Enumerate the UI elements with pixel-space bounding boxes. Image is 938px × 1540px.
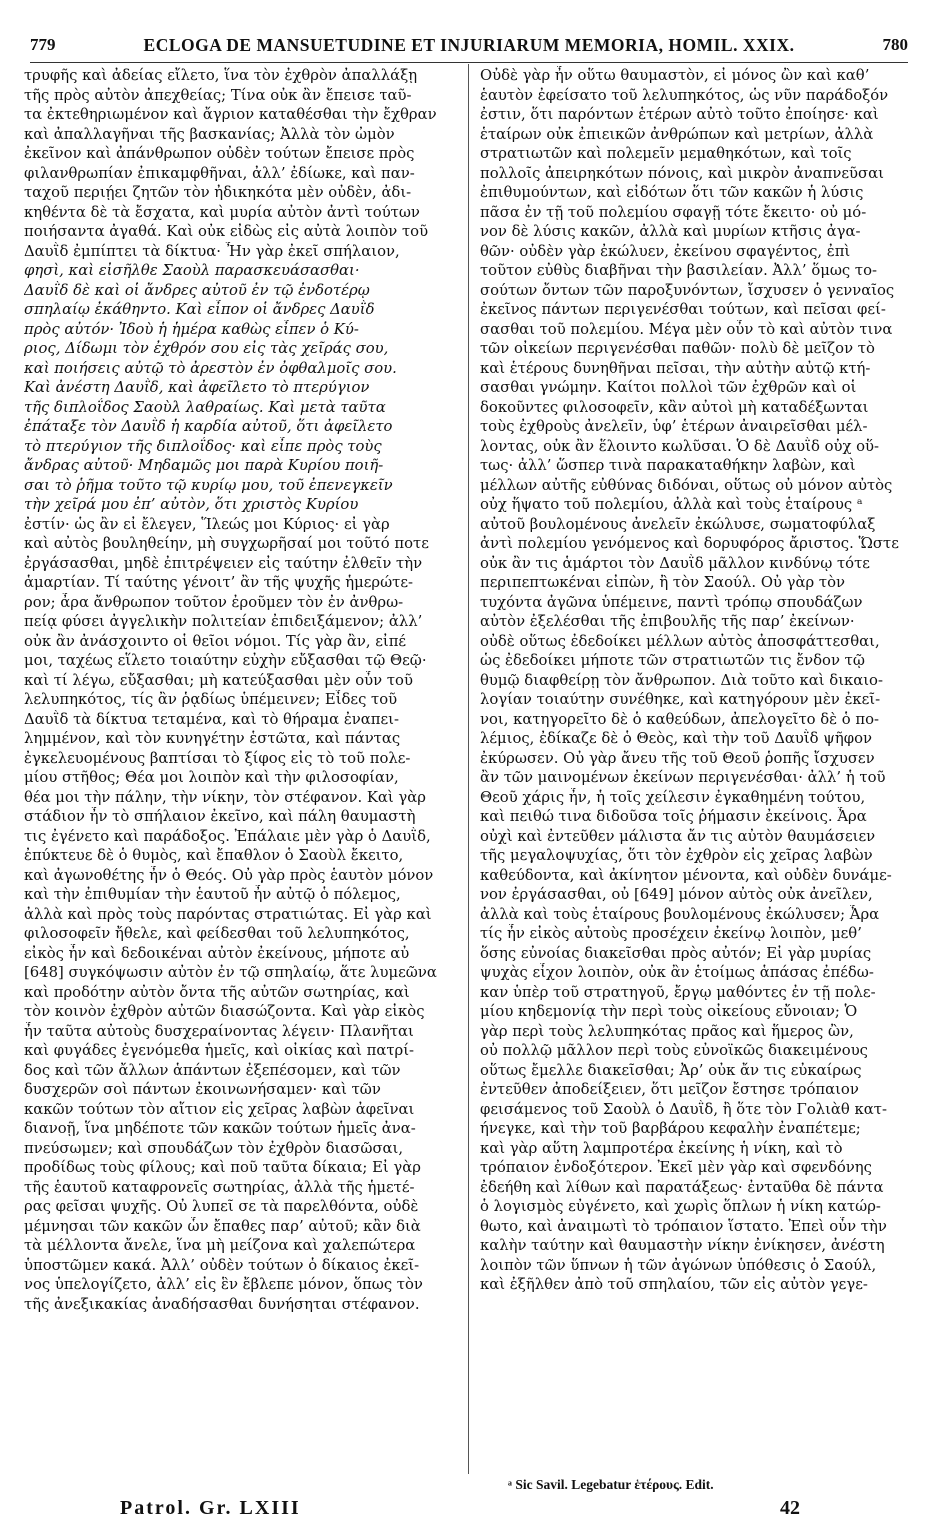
text-line: πολλοῖς ἀπειρηκότων πόνοις, καὶ μικρὸν ἀναπνεῦσαι xyxy=(480,164,884,182)
text-line: διανοῇ, ἵνα μηδέποτε τῶν κακῶν τούτων ἡμεῖς ἀνα- xyxy=(24,1120,416,1137)
text-line: καὶ τὴν ἐπιθυμίαν τὴν ἑαυτοῦ ἦν αὐτῷ ὁ πόλεμος, xyxy=(24,886,401,903)
text-line: Δαυῒδ δὲ καὶ οἱ ἄνδρες αὐτοῦ ἐν τῷ ἐνδοτέρῳ xyxy=(24,281,370,299)
text-line: τὴν χεῖρά μου ἐπ’ αὐτὸν, ὅτι χριστὸς Κυρίου xyxy=(24,496,359,513)
text-line: αὐτὸν ἐξελέσθαι τῆς ἐπιβουλῆς τῆς παρ’ ἐκείνων· xyxy=(480,613,855,630)
text-line: ἐδεήθη καὶ λίθων καὶ παρατάξεως· ἐνταῦθα δὲ πάντα xyxy=(480,1178,884,1196)
text-line: Δαυῒδ τὰ δίκτυα τεταμένα, καὶ τὸ θήραμα ἐναπει- xyxy=(24,710,399,728)
text-line: καὶ ἐξῆλθεν ἀπὸ τοῦ σπηλαίου, τῶν εἰς αὐτὸν γεγε- xyxy=(480,1276,868,1293)
text-line: τίς ἦν εἰκὸς αὐτοὺς προσέχειν ἐκείνῳ λοιπὸν, μεθ’ xyxy=(480,925,862,942)
text-line: στάδιον ἦν τὸ σπήλαιον ἐκεῖνο, καὶ πάλη θαυμαστὴ xyxy=(24,808,416,825)
text-line: τοὺς ἐχθροὺς ἀνελεῖν, ὑφ’ ἑτέρων ἀναιρεῖσθαι μέλ- xyxy=(480,418,868,435)
text-line: ψυχὰς εἶχον λοιπὸν, οὐκ ἂν ἑτοίμως ἁπάσας ἐπέδω- xyxy=(480,964,874,981)
text-line: τὸ πτερύγιον τῆς διπλοΐδος· καὶ εἶπε πρὸς τοὺς xyxy=(24,437,382,455)
header-rule xyxy=(30,62,908,63)
text-line: ἐστιν, ὅτι παρόντων ἑτέρων αὐτὸ τοῦτο ἐποίησε· καὶ xyxy=(480,106,879,123)
right-page-number: 780 xyxy=(882,35,908,54)
text-line: λέμιος, ἐδίκαζε δὲ ὁ Θεὸς, καὶ τὴν τοῦ Δαυῒδ ψῆφον xyxy=(480,730,873,747)
text-line: πείᾳ φύσει ἀγγελικὴν πολιτείαν ἐπιδειξάμενον; ἀλλ’ xyxy=(24,613,423,630)
text-line: καὶ ἀπαλλαγῆναι τῆς βασκανίας; Ἀλλὰ τὸν ὠμὸν xyxy=(24,125,395,143)
text-line: ἐστίν· ὡς ἂν εἰ ἔλεγεν, Ἵλεώς μοι Κύριος· εἰ γὰρ xyxy=(24,515,390,533)
text-line: ρας φεῖσαι ψυχῆς. Οὐ λυπεῖ σε τὰ παρελθόντα, οὐδὲ xyxy=(24,1198,419,1215)
text-line: σασθαι γνώμην. Καίτοι πολλοὶ τῶν ἐχθρῶν καὶ οἱ xyxy=(480,379,857,396)
text-line: ἀλλὰ καὶ τοὺς ἑταίρους βουλομένους ἐκώλυσεν; Ἆρα xyxy=(480,905,880,923)
text-line: λημμένον, καὶ τὸν κυνηγέτην ἑστῶτα, καὶ πάντας xyxy=(24,730,401,747)
text-line: ἑταίρων οὐκ ἐπιεικῶν ἀνθρώπων καὶ μετρίων, ἀλλὰ xyxy=(480,125,874,143)
text-line: οὐκ ἂν ἀνάσχοιντο οἱ θεῖοι νόμοι. Τίς γὰρ ἂν, εἰπέ xyxy=(24,632,407,650)
text-line: σούτων ὄντων τῶν παροξυνόντων, ἴσχυσεν ὁ γενναῖος xyxy=(480,281,895,299)
text-line: φιλοσοφεῖν ἤθελε, καὶ φείδεσθαι τοῦ λελυπηκότος, xyxy=(24,925,410,942)
text-line: τὰ μέλλοντα ἄνελε, ἵνα μὴ μείζονα καὶ χαλεπώτερα xyxy=(24,1237,416,1254)
text-line: ἐγκελευομένους βαπτίσαι τὸ ξίφος εἰς τὸ τοῦ πολε- xyxy=(24,749,411,767)
text-line: ἀλλὰ καὶ πρὸς τοὺς παρόντας στρατιώτας. Εἰ γὰρ καὶ xyxy=(24,905,432,923)
text-line: πᾶσα ἐν τῇ τοῦ πολεμίου σφαγῇ τότε ἔκειτο· οὐ μό- xyxy=(480,203,867,221)
text-line: Θεοῦ χάρις ἦν, ἡ τοῖς χείλεσιν ἐγκαθημένη τούτου, xyxy=(480,788,866,806)
text-line: λογίαν τοιαύτην συνέθηκε, καὶ κατηγόρουν μὲν ἐκεῖ- xyxy=(480,691,881,708)
text-line: θωτο, καὶ ἀναιμωτὶ τὸ τρόπαιον ἵστατο. Ἐπεὶ οὖν τὴν xyxy=(480,1217,887,1235)
text-line: τα ἐκτεθηριωμένον καὶ ἄγριον καταθέσθαι τὴν ἔχθραν xyxy=(24,106,437,123)
text-line: φιλανθρωπίαν ἐπικαμφθῆναι, ἀλλ’ ἐδίωκε, καὶ παν- xyxy=(24,164,415,182)
text-line: Οὐδὲ γὰρ ἦν οὕτω θαυμαστὸν, εἰ μόνος ὢν καὶ καθ’ xyxy=(480,67,870,84)
text-line: Καὶ ἀνέστη Δαυῒδ, καὶ ἀφεῖλετο τὸ πτερύγιον xyxy=(24,379,370,396)
text-line: καλὴν ταύτην καὶ θαυμαστὴν νίκην ἐνίκησεν, ἀνέστη xyxy=(480,1237,885,1254)
running-title: ECLOGA DE MANSUETUDINE ET INJURIARUM MEMORIA, HOMIL. XXIX. xyxy=(143,34,795,55)
text-line: καὶ αὐτὸς βουληθείην, μὴ συγχωρῆσαί μοι τοῦτό ποτε xyxy=(24,535,429,552)
text-line: καὶ γὰρ αὕτη λαμπροτέρα ἐκείνης ἡ νίκη, καὶ τὸ xyxy=(480,1139,843,1157)
text-line: ἐργάσασθαι, μηδὲ ἐπιτρέψειεν εἰς ταύτην ἐλθεῖν τὴν xyxy=(24,554,423,572)
text-line: τρόπαιον ἐνδοξότερον. Ἐκεῖ μὲν γὰρ καὶ σφενδόνης xyxy=(480,1159,872,1176)
text-line: δος καὶ τῶν ἄλλων ἁπάντων ἐξεπέσομεν, καὶ τῶν xyxy=(24,1061,401,1079)
text-line: θυμῷ διαφθείρῃ τὸν ἄνθρωπον. Διὰ τοῦτο καὶ δικαιο- xyxy=(480,671,883,689)
text-line: ἐπύκτευε δὲ ὁ θυμὸς, καὶ ἔπαθλον ὁ Σαοὺλ ἔκειτο, xyxy=(24,847,404,864)
text-line: φεισάμενος τοῦ Σαοὺλ ὁ Δαυῒδ, ἢ ὅτε τὸν Γολιὰθ κατ- xyxy=(480,1100,887,1118)
text-line: τῆς διπλοΐδος Σαοὺλ λαθραίως. Καὶ μετὰ ταῦτα xyxy=(24,398,386,416)
text-line: οὐχ ἥψατο τοῦ πολεμίου, ἀλλὰ καὶ τοὺς ἑταίρους ᵃ xyxy=(480,496,863,513)
text-line: ἦν ταῦτα αὐτοὺς δυσχεραίνοντας λέγειν· Πλανῆται xyxy=(24,1022,414,1040)
text-line: καθεύδοντα, καὶ ἀκίνητον μένοντα, καὶ οὐδὲν δυνάμε- xyxy=(480,866,892,884)
text-line: οὐδὲ οὕτως ἐδεδοίκει μέλλων αὐτὸς ἀποσφάττεσθαι, xyxy=(480,632,880,650)
text-line: δοκοῦντες φιλοσοφεῖν, κἂν αὐτοὶ μὴ καταδέξωνται xyxy=(480,398,869,416)
text-line: πνεύσωμεν; καὶ σπουδάζων τὸν ἐχθρὸν διασῶσαι, xyxy=(24,1139,404,1157)
text-line: ὅσης εὐνοίας διακεῖσθαι πρὸς αὐτόν; Εἰ γὰρ μυρίας xyxy=(480,944,872,962)
text-line: καὶ τί λέγω, εὔξασθαι; μὴ κατεύξασθαι μὲν οὖν τοῦ xyxy=(24,671,413,689)
text-line: τῆς πρὸς αὐτὸν ἀπεχθείας; Τίνα οὐκ ἂν ἔπεισε ταῦ- xyxy=(24,86,412,104)
text-line: ὡς ἐδεδοίκει μήποτε τῶν στρατιωτῶν τις ἔνδον τῷ xyxy=(480,652,865,669)
text-line: φησὶ, καὶ εἰσῆλθε Σαοὺλ παρασκευάσασθαι· xyxy=(24,262,360,279)
text-line: οὕτως ἔμελλε διακεῖσθαι; Ἀρ’ οὐκ ἄν τις εὐκαίρως xyxy=(480,1061,862,1079)
text-line: νοι, κατηγορεῖτο δὲ ὁ καθεύδων, ἀπελογεῖτο δὲ ὁ πο- xyxy=(480,710,880,728)
text-line: τοῦτον εὐθὺς διαβῆναι τὴν βασιλείαν. Ἀλλ’ ὅμως το- xyxy=(480,262,878,279)
text-line: οὐκ ἂν τις ἁμάρτοι τὸν Δαυῒδ μᾶλλον κινδύνῳ τότε xyxy=(480,554,870,572)
text-line: ήνεγκε, καὶ τὴν τοῦ βαρβάρου κεφαλὴν ἐναπέτεμε; xyxy=(480,1120,861,1137)
text-line: αὐτοῦ βουλομένους ἀνελεῖν ἐκώλυσε, σωματοφύλαξ xyxy=(480,515,876,533)
text-line: Δαυῒδ ἐμπίπτει τὰ δίκτυα· Ἦν γὰρ ἐκεῖ σπήλαιον, xyxy=(24,242,400,260)
text-line: σπηλαίῳ ἐκάθηντο. Καὶ εἶπον οἱ ἄνδρες Δαυῒδ xyxy=(24,301,375,318)
text-line: κακῶν τούτων τὸν αἴτιον εἰς χεῖρας λαβὼν ἀφεῖναι xyxy=(24,1100,415,1118)
text-line: θῶν· οὐδὲν γὰρ ἐκώλυεν, ἐκείνου σφαγέντος, ἐπὶ xyxy=(480,242,851,260)
left-page-number: 779 xyxy=(30,35,56,54)
text-line: ριος, Δίδωμι τὸν ἐχθρόν σου εἰς τὰς χεῖράς σου, xyxy=(24,340,389,357)
text-line: ἀντὶ πολεμίου γενόμενος καὶ δορυφόρος ἄριστος. Ὥστε xyxy=(480,535,899,552)
text-line: ἐντεῦθεν ἀποδείξειεν, ὅτι μεῖζον ἔστησε τρόπαιον xyxy=(480,1081,859,1098)
text-line: νον ἐργάσασθαι, οὐ [649] μόνον αὐτὸς οὐκ ἀνεῖλεν, xyxy=(480,886,873,903)
text-line: τῆς μεγαλοψυχίας, ὅτι τὸν ἐχθρὸν εἰς χεῖρας λαβὼν xyxy=(480,847,873,864)
text-line: λοντας, οὐκ ἂν ἕλοιντο κωλῦσαι. Ὁ δὲ Δαυῒδ οὐχ οὕ- xyxy=(480,437,880,455)
text-line: κηθέντα δὲ τὰ ἔσχατα, καὶ μυρία αὐτὸν ἀντὶ τούτων xyxy=(24,203,420,221)
text-line: ταχοῦ περιῄει ζητῶν τὸν ἠδικηκότα μὲν οὐδὲν, ἀδι- xyxy=(24,184,412,201)
footnote: ᵃ Sic Savil. Legebatur ἑτέρους. Edit. xyxy=(508,1477,714,1492)
text-line: περιπεπτωκέναι εἰπὼν, ἢ τὸν Σαούλ. Οὐ γὰρ τὸν xyxy=(480,574,845,591)
text-line: νος ὑπελογίζετο, ἀλλ’ εἰς ἓν ἔβλεπε μόνον, ὅπως τὸν xyxy=(24,1276,423,1293)
text-line: μοι, ταχέως εἵλετο τοιαύτην εὐχὴν εὔξασθαι τῷ Θεῷ· xyxy=(24,652,427,669)
text-line: πρὸς αὐτόν· Ἰδοὺ ἡ ἡμέρα καθὼς εἶπεν ὁ Κύ- xyxy=(24,320,359,338)
text-line: τυχόντα ἀγῶνα ὑπέμεινε, παντὶ τρόπῳ σπουδάζων xyxy=(480,593,863,611)
text-line: ἑαυτὸν ἐφείσατο τοῦ λελυπηκότος, ὡς νῦν παράδοξόν xyxy=(480,86,889,104)
signature-mark-right: 42 xyxy=(780,1497,800,1519)
text-line: ἐκεῖνον καὶ ἀπάνθρωπον οὐδὲν τούτων ἔπεισε πρὸς xyxy=(24,145,415,162)
text-line: γὰρ περὶ τοὺς λελυπηκότας πρᾶος καὶ ἥμερος ὢν, xyxy=(480,1022,854,1040)
text-line: καὶ ἀγωνοθέτης ἦν ὁ Θεός. Οὐ γὰρ πρὸς ἑαυτὸν μόνον xyxy=(24,866,434,884)
text-line: ἐκεῖνος πάντων περιγενέσθαι τούτων, καὶ πεῖσαι φεί- xyxy=(480,301,886,318)
text-line: τῆς ἑαυτοῦ καταφρονεῖς σωτηρίας, ἀλλὰ τῆς ἡμετέ- xyxy=(24,1178,415,1196)
text-line: τῆς ἀνεξικακίας ἀναδήσασθαι δυνήσηται στέφανον. xyxy=(24,1295,420,1313)
text-line: ρον; ἆρα ἄνθρωπον τοῦτον ἐροῦμεν τὸν ἐν ἀνθρω- xyxy=(24,593,404,611)
text-line: σασθαι τοῦ πολεμίου. Μέγα μὲν οὖν τὸ καὶ αὐτὸν τινα xyxy=(480,320,893,338)
text-line: καὶ πειθώ τινα διδοῦσα τοῖς ῥήμασιν ἐκείνοις. Ἆρα xyxy=(480,808,867,825)
column-divider xyxy=(468,64,469,1474)
text-line: τις ἐγένετο καὶ παράδοξος. Ἐπάλαιε μὲν γὰρ ὁ Δαυῒδ, xyxy=(24,827,431,845)
text-line: τως· ἀλλ’ ὥσπερ τινὰ παρακαταθήκην λαβὼν, καὶ xyxy=(480,457,856,474)
text-line: νον δὲ λύσις κακῶν, ἀλλὰ καὶ μυρίων κτῆσις ἀγα- xyxy=(480,223,861,240)
text-line: καὶ ποιήσεις αὐτῷ τὸ ἀρεστὸν ἐν ὀφθαλμοῖς σου. xyxy=(24,359,397,377)
text-line: ἂν τῶν μαινομένων ἐκείνων περιγενέσθαι· ἀλλ’ ἡ τοῦ xyxy=(480,769,886,786)
text-line: ἐπάταξε τὸν Δαυῒδ ἡ καρδία αὐτοῦ, ὅτι ἀφεῖλετο xyxy=(24,418,393,435)
text-line: ἄνδρας αὐτοῦ· Μηδαμῶς μοι παρὰ Κυρίου ποιῆ- xyxy=(24,457,384,474)
text-line: ὁ λογισμὸς εὐγένετο, καὶ χωρὶς ὅπλων ἡ νίκη κατώρ- xyxy=(480,1198,881,1215)
text-line: προδίδως τοὺς φίλους; καὶ ποῦ ταῦτα δίκαια; Εἰ γὰρ xyxy=(24,1159,421,1176)
text-line: σαι τὸ ῥῆμα τοῦτο τῷ κυρίῳ μου, τοῦ ἐπενεγκεῖν xyxy=(24,476,393,494)
text-line: εἰκὸς ἦν καὶ δεδοικέναι αὐτὸν ἐκείνους, μήποτε αὐ xyxy=(24,944,410,962)
text-line: ὑποστῶμεν κακά. Ἀλλ’ οὐδὲν τούτων ὁ δίκαιος ἐκεῖ- xyxy=(24,1256,420,1274)
text-line: θέα μοι τὴν πάλην, τὴν νίκην, τὸν στέφανον. Καὶ γὰρ xyxy=(24,788,426,806)
text-line: ποιήσαντα ἀγαθά. Καὶ οὐκ εἰδὼς εἰς αὐτὰ λοιπὸν τοῦ xyxy=(24,223,429,240)
text-line: καὶ ἑτέρους δυνηθῆναι πεῖσαι, τὴν αὐτὴν αὐτῷ κτή- xyxy=(480,359,871,377)
text-line: καὶ φυγάδες ἐγενόμεθα ἡμεῖς, καὶ οἰκίας καὶ πατρί- xyxy=(24,1042,415,1059)
text-line: τρυφῆς καὶ ἀδείας εἴλετο, ἵνα τὸν ἐχθρὸν ἀπαλλάξῃ xyxy=(24,67,418,84)
text-line: δυσχερῶν σοὶ πάντων ἐκοινωνήσαμεν· καὶ τῶν xyxy=(24,1081,381,1098)
page-header xyxy=(30,30,908,60)
text-line: ἐκύρωσεν. Οὐ γὰρ ἄνευ τῆς τοῦ Θεοῦ ῥοπῆς ἴσχυσεν xyxy=(480,749,875,767)
text-line: μίου στῆθος; Θέα μοι λοιπὸν καὶ τὴν φιλοσοφίαν, xyxy=(24,769,399,786)
signature-mark-left: Patrol. Gr. LXIII xyxy=(120,1497,301,1519)
text-line: μέμνησαι τῶν κακῶν ὧν ἔπαθες παρ’ αὐτοῦ; κἂν διὰ xyxy=(24,1217,421,1235)
right-column xyxy=(480,66,916,1295)
text-line: ἐπιθυμούντων, καὶ εἰδότων ὅτι τῶν κακῶν ἡ λύσις xyxy=(480,184,864,201)
text-line: λελυπηκότος, τίς ἂν ῥᾳδίως ὑπέμεινεν; Εἶδες τοῦ xyxy=(24,691,398,708)
text-line: οὐ πολλῷ μᾶλλον περὶ τοὺς εὐνοϊκῶς διακειμένους xyxy=(480,1042,868,1059)
left-column xyxy=(24,66,460,1314)
text-line: τὸν κοινὸν ἐχθρὸν αὐτῶν διασώζοντα. Καὶ γὰρ εἰκὸς xyxy=(24,1003,425,1020)
text-line: ἁμαρτίαν. Τί ταύτης γένοιτ’ ἂν τῆς ψυχῆς ἡμερώτε- xyxy=(24,574,413,591)
text-line: καν ὑπὲρ τοῦ στρατηγοῦ, ἔργῳ μαθόντες ἐν τῇ πολε- xyxy=(480,983,876,1001)
text-line: στρατιωτῶν καὶ πολεμεῖν μεμαθηκότων, καὶ τοῖς xyxy=(480,145,852,162)
text-line: τῶν οἰκείων περιγενέσθαι παθῶν· πολὺ δὲ μεῖζον τὸ xyxy=(480,340,875,357)
text-line: μέλλων αὐτῆς εὐθύνας διδόναι, οὕτως οὐ μόνον αὐτὸς xyxy=(480,476,893,494)
text-line: οὐχὶ καὶ ἐντεῦθεν μάλιστα ἄν τις αὐτὸν θαυμάσειεν xyxy=(480,827,876,845)
text-line: λοιπὸν τῶν ὕπνων ἡ τῶν ἀγώνων ὑπόθεσις ὁ Σαούλ, xyxy=(480,1256,877,1274)
text-line: μίου κηδεμονίᾳ τὴν περὶ τοὺς οἰκείους εὔνοιαν; Ὁ xyxy=(480,1003,858,1020)
text-line: [648] συγκόψωσιν αὐτὸν ἐν τῷ σπηλαίῳ, ἅτε λυμεῶνα xyxy=(24,964,437,981)
text-line: καὶ προδότην αὐτὸν ὄντα τῆς αὐτῶν σωτηρίας, καὶ xyxy=(24,983,410,1001)
